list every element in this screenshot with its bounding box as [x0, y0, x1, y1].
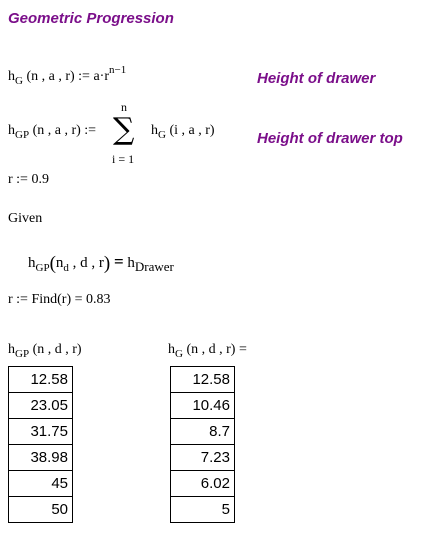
hgp-comment: Height of drawer top: [257, 130, 403, 147]
constraint-equals: =: [113, 252, 124, 271]
hg-fn-sub: G: [15, 75, 23, 87]
hgp-fn: h: [8, 123, 15, 138]
table-cell: 12.58: [9, 367, 73, 393]
table-cell: 45: [9, 471, 73, 497]
table-cell: 31.75: [9, 419, 73, 445]
constraint-args-rest: , d , r: [72, 255, 104, 271]
summand-args: (i , a , r): [169, 123, 215, 138]
hg-result-fn: h: [168, 342, 175, 357]
sum-lower-limit: i = 1: [112, 152, 135, 166]
table-row: [171, 419, 235, 445]
table-cell: 23.05: [9, 393, 73, 419]
hgp-result-sub: GP: [15, 348, 30, 360]
hgp-definition-lhs: [8, 123, 96, 141]
hgp-fn-sub: GP: [15, 129, 30, 141]
hgp-args: (n , a , r): [32, 123, 81, 138]
constraint-lhs-sub: GP: [35, 262, 50, 274]
sum-upper-limit: n: [121, 100, 127, 114]
hg-fn: h: [8, 69, 15, 84]
r-guess: r := 0.9: [8, 172, 49, 187]
constraint-arg-n-sub: d: [63, 262, 69, 274]
table-row: [171, 471, 235, 497]
hgp-result-label: [8, 342, 82, 360]
hg-result-args: (n , d , r) =: [186, 342, 247, 357]
summand-fn: h: [151, 123, 158, 138]
table-row: [171, 393, 235, 419]
open-paren: (: [49, 253, 56, 274]
hg-exponent: n−1: [109, 64, 127, 76]
table-cell: 8.7: [171, 419, 235, 445]
table-cell: 12.58: [171, 367, 235, 393]
hg-result-label: [168, 342, 247, 360]
constraint-arg-n: n: [55, 255, 64, 271]
table-row: [9, 367, 73, 393]
table-cell: 7.23: [171, 445, 235, 471]
close-paren: ): [103, 253, 111, 274]
hg-definition: [8, 64, 126, 87]
table-row: [9, 471, 73, 497]
sigma-icon: ∑: [113, 112, 135, 147]
table-cell: 10.46: [171, 393, 235, 419]
table-cell: 5: [171, 497, 235, 523]
constraint-rhs-sub: Drawer: [134, 259, 174, 274]
table-cell: 50: [9, 497, 73, 523]
section-title: Geometric Progression: [8, 10, 174, 27]
hgp-assign: :=: [84, 123, 97, 138]
hgp-result-args: (n , d , r): [32, 342, 82, 357]
hg-result-sub: G: [175, 348, 183, 360]
hg-args: (n , a , r): [26, 69, 75, 84]
table-row: [9, 497, 73, 523]
hg-values-table: [170, 366, 235, 523]
table-row: [171, 497, 235, 523]
constraint-lhs-fn: h: [28, 255, 36, 271]
hg-assign: :=: [78, 69, 90, 84]
table-cell: 6.02: [171, 471, 235, 497]
hgp-values-table: [8, 366, 73, 523]
table-row: [9, 393, 73, 419]
constraint-rhs-fn: h: [127, 255, 135, 271]
hgp-summand: [151, 123, 215, 141]
hgp-result-fn: h: [8, 342, 15, 357]
hg-rhs: a·r: [93, 69, 109, 84]
table-row: [171, 445, 235, 471]
constraint-equation: [28, 252, 174, 275]
summand-fn-sub: G: [158, 129, 166, 141]
table-row: [9, 445, 73, 471]
table-row: [171, 367, 235, 393]
hg-comment: Height of drawer: [257, 70, 376, 87]
table-row: [9, 419, 73, 445]
given-label: Given: [8, 211, 43, 226]
find-result: r := Find(r) = 0.83: [8, 292, 111, 307]
table-cell: 38.98: [9, 445, 73, 471]
